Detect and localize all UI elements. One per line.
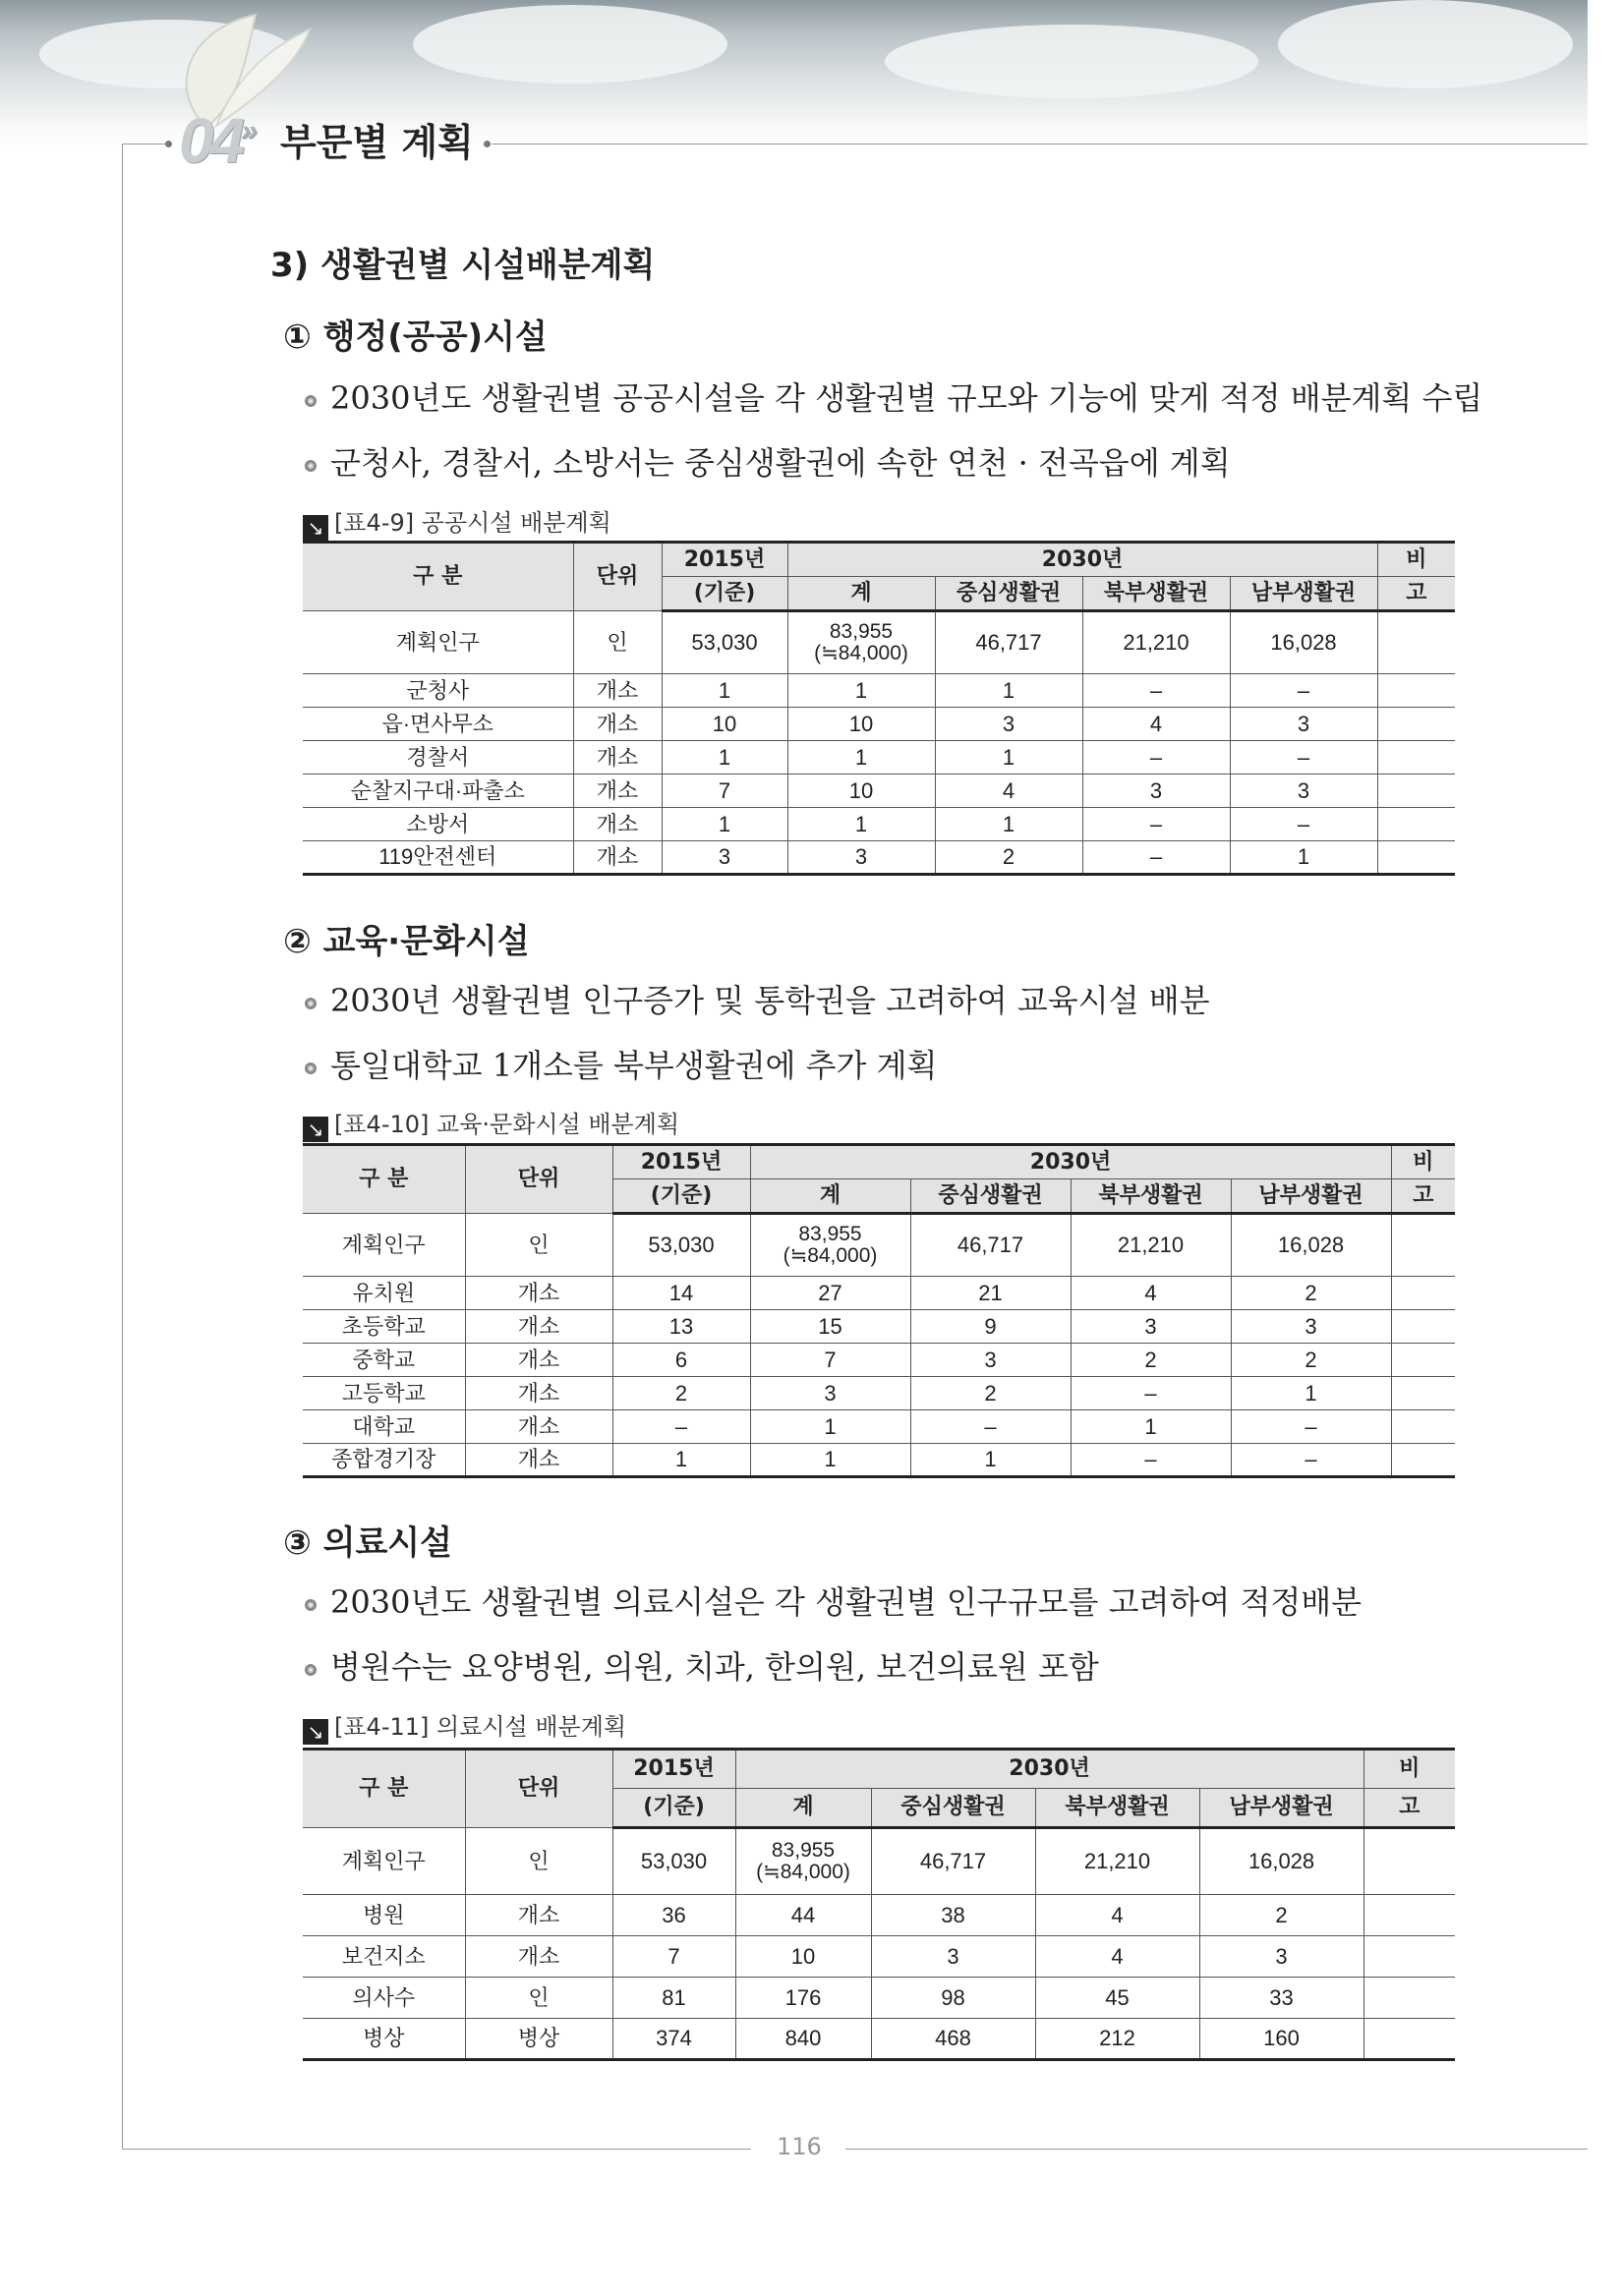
cell-zone-south: 1 (1231, 1377, 1391, 1410)
header-unit: 단위 (465, 1750, 612, 1828)
cell-total: 10 (787, 775, 935, 808)
cell-total: 83,955 (≒84,000) (787, 611, 935, 674)
cell-zone-north: – (1082, 674, 1230, 708)
cell-zone-north: 1 (1071, 1410, 1231, 1444)
subsection-heading: ① 행정(공공)시설 (283, 317, 548, 357)
cell-base: 374 (612, 2019, 735, 2060)
cell-total: 15 (750, 1310, 910, 1344)
cell-note (1363, 1936, 1455, 1978)
cell-total: 1 (750, 1410, 910, 1444)
cell-zone-north: – (1082, 808, 1230, 841)
cell-unit: 개소 (573, 741, 662, 775)
table-row (303, 741, 1455, 775)
cell-base: 7 (612, 1936, 735, 1978)
bullet-item: 2030년 생활권별 인구증가 및 통학권을 고려하여 교육시설 배분 (305, 976, 1210, 1021)
data-table (303, 1748, 1455, 2061)
cell-zone-central: 3 (935, 708, 1082, 741)
cell-zone-south: – (1231, 1410, 1391, 1444)
cloud-shape (1278, 0, 1573, 88)
cell-name: 고등학교 (303, 1377, 465, 1410)
cell-zone-north: 212 (1035, 2019, 1199, 2060)
cell-zone-central: 1 (935, 808, 1082, 841)
cell-note (1377, 775, 1455, 808)
cell-name: 대학교 (303, 1410, 465, 1444)
cell-zone-south: 3 (1230, 775, 1377, 808)
cell-zone-north: 4 (1035, 1936, 1199, 1978)
cell-zone-north: – (1082, 841, 1230, 875)
cell-note (1377, 741, 1455, 775)
cell-unit: 개소 (465, 1377, 612, 1410)
cell-zone-south: 16,028 (1230, 611, 1377, 674)
table-row (303, 1344, 1455, 1377)
cell-total: 1 (750, 1444, 910, 1477)
table-row (303, 1310, 1455, 1344)
header-note: 비 (1391, 1145, 1455, 1179)
bullet-icon (305, 1664, 317, 1676)
bullet-icon (305, 395, 317, 407)
header-zone-north: 북부생활권 (1035, 1789, 1199, 1828)
arrow-icon: ↘ (303, 1719, 328, 1745)
header-note: 고 (1391, 1179, 1455, 1214)
cell-unit: 인 (465, 1978, 612, 2019)
cell-zone-central: 2 (910, 1377, 1071, 1410)
cell-note (1391, 1277, 1455, 1310)
frame-line-bottom-left (122, 2149, 751, 2150)
bullet-icon (305, 1062, 317, 1074)
header-note: 고 (1363, 1789, 1455, 1828)
table-row (303, 1444, 1455, 1477)
cell-zone-north: 4 (1082, 708, 1230, 741)
data-table (303, 541, 1455, 876)
table-row (303, 1214, 1455, 1277)
cell-zone-central: 98 (871, 1978, 1035, 2019)
cell-unit: 개소 (465, 1936, 612, 1978)
cell-note (1363, 1978, 1455, 2019)
cell-zone-central: 21 (910, 1277, 1071, 1310)
cell-zone-south: 16,028 (1199, 1828, 1363, 1895)
cell-base: 53,030 (612, 1828, 735, 1895)
header-base-year: 2015년 (612, 1145, 750, 1179)
table-row (303, 775, 1455, 808)
table-row (303, 1828, 1455, 1895)
table-row (303, 1978, 1455, 2019)
cloud-shape (413, 5, 727, 84)
page-number: 116 (777, 2133, 822, 2160)
header-category: 구 분 (303, 1145, 465, 1214)
table-row (303, 1277, 1455, 1310)
cell-name: 초등학교 (303, 1310, 465, 1344)
cell-unit: 인 (465, 1828, 612, 1895)
cell-unit: 개소 (465, 1344, 612, 1377)
cell-zone-central: – (910, 1410, 1071, 1444)
cell-zone-south: – (1230, 808, 1377, 841)
cell-name: 경찰서 (303, 741, 573, 775)
cell-base: 13 (612, 1310, 750, 1344)
header-zone-central: 중심생활권 (935, 577, 1082, 611)
table-row (303, 611, 1455, 674)
bullet-item: 2030년도 생활권별 의료시설은 각 생활권별 인구규모를 고려하여 적정배분 (305, 1578, 1362, 1623)
cell-unit: 개소 (573, 775, 662, 808)
table-row (303, 1936, 1455, 1978)
cell-zone-south: 16,028 (1231, 1214, 1391, 1277)
cell-name: 읍·면사무소 (303, 708, 573, 741)
header-category: 구 분 (303, 543, 573, 611)
header-target-year: 2030년 (787, 543, 1377, 577)
cell-zone-south: – (1230, 674, 1377, 708)
cell-zone-central: 4 (935, 775, 1082, 808)
cell-unit: 개소 (573, 841, 662, 875)
cell-total: 83,955 (≒84,000) (735, 1828, 871, 1895)
cell-total: 1 (787, 674, 935, 708)
cell-note (1391, 1410, 1455, 1444)
arrow-icon: ↘ (303, 515, 328, 541)
cell-zone-south: 3 (1230, 708, 1377, 741)
cell-zone-central: 46,717 (910, 1214, 1071, 1277)
cell-total: 83,955 (≒84,000) (750, 1214, 910, 1277)
cell-zone-central: 2 (935, 841, 1082, 875)
cell-zone-central: 468 (871, 2019, 1035, 2060)
table-row (303, 1895, 1455, 1936)
header-zone-south: 남부생활권 (1231, 1179, 1391, 1214)
bullet-item: 병원수는 요양병원, 의원, 치과, 한의원, 보건의료원 포함 (305, 1642, 1099, 1688)
table-row (303, 1377, 1455, 1410)
header-target-year: 2030년 (735, 1750, 1363, 1789)
cell-zone-south: 3 (1231, 1310, 1391, 1344)
cell-name: 중학교 (303, 1344, 465, 1377)
cell-zone-central: 1 (910, 1444, 1071, 1477)
cell-base: 2 (612, 1377, 750, 1410)
cell-zone-north: – (1082, 741, 1230, 775)
cell-total: 840 (735, 2019, 871, 2060)
bullet-item: 군청사, 경찰서, 소방서는 중심생활권에 속한 연천 · 전곡읍에 계획 (305, 438, 1231, 484)
cell-name: 119안전센터 (303, 841, 573, 875)
cell-zone-north: 3 (1071, 1310, 1231, 1344)
cell-base: – (612, 1410, 750, 1444)
frame-dot (484, 141, 491, 147)
subsection-heading: ③ 의료시설 (283, 1523, 452, 1563)
frame-line-left (122, 144, 123, 2149)
cell-unit: 개소 (465, 1310, 612, 1344)
table-row (303, 1410, 1455, 1444)
cell-note (1391, 1444, 1455, 1477)
table-caption: ↘ [표4-11] 의료시설 배분계획 (303, 1707, 626, 1745)
cell-unit: 개소 (573, 708, 662, 741)
cell-total: 1 (787, 741, 935, 775)
cell-zone-north: 21,210 (1071, 1214, 1231, 1277)
cell-zone-north: 21,210 (1082, 611, 1230, 674)
header-total: 계 (750, 1179, 910, 1214)
header-base-year: 2015년 (612, 1750, 735, 1789)
cell-note (1377, 841, 1455, 875)
cell-zone-south: 160 (1199, 2019, 1363, 2060)
arrow-icon: ↘ (303, 1117, 328, 1142)
cell-name: 유치원 (303, 1277, 465, 1310)
table-row (303, 708, 1455, 741)
bullet-item: 통일대학교 1개소를 북부생활권에 추가 계획 (305, 1041, 937, 1086)
cell-base: 1 (612, 1444, 750, 1477)
header-zone-south: 남부생활권 (1199, 1789, 1363, 1828)
header-zone-central: 중심생활권 (910, 1179, 1071, 1214)
cell-total: 10 (735, 1936, 871, 1978)
cell-base: 7 (662, 775, 787, 808)
cell-zone-south: 2 (1231, 1277, 1391, 1310)
cell-zone-south: – (1230, 741, 1377, 775)
cell-unit: 개소 (465, 1895, 612, 1936)
header-base-year: 2015년 (662, 543, 787, 577)
header-zone-north: 북부생활권 (1071, 1179, 1231, 1214)
header-category: 구 분 (303, 1750, 465, 1828)
header-total: 계 (735, 1789, 871, 1828)
cell-zone-central: 9 (910, 1310, 1071, 1344)
cell-zone-south: 3 (1199, 1936, 1363, 1978)
cell-zone-central: 1 (935, 674, 1082, 708)
cell-zone-north: – (1071, 1377, 1231, 1410)
cell-name: 계획인구 (303, 1214, 465, 1277)
header-note: 고 (1377, 577, 1455, 611)
cell-zone-north: 4 (1035, 1895, 1199, 1936)
cell-base: 10 (662, 708, 787, 741)
cell-base: 1 (662, 674, 787, 708)
table-caption: ↘ [표4-10] 교육·문화시설 배분계획 (303, 1105, 679, 1142)
cell-unit: 개소 (573, 674, 662, 708)
section-title: 3) 생활권별 시설배분계획 (270, 246, 656, 285)
cell-zone-north: 45 (1035, 1978, 1199, 2019)
cell-zone-central: 38 (871, 1895, 1035, 1936)
cell-base: 81 (612, 1978, 735, 2019)
header-zone-north: 북부생활권 (1082, 577, 1230, 611)
cell-total: 3 (750, 1377, 910, 1410)
cell-note (1363, 2019, 1455, 2060)
header-note: 비 (1363, 1750, 1455, 1789)
cell-note (1377, 808, 1455, 841)
cell-name: 의사수 (303, 1978, 465, 2019)
cell-name: 군청사 (303, 674, 573, 708)
cell-zone-south: 2 (1231, 1344, 1391, 1377)
cell-unit: 병상 (465, 2019, 612, 2060)
table-row (303, 841, 1455, 875)
header-base-note: (기준) (662, 577, 787, 611)
cell-note (1377, 708, 1455, 741)
cell-base: 3 (662, 841, 787, 875)
header-unit: 단위 (465, 1145, 612, 1214)
table-row (303, 808, 1455, 841)
cell-unit: 인 (465, 1214, 612, 1277)
header-note: 비 (1377, 543, 1455, 577)
cell-note (1363, 1828, 1455, 1895)
cell-base: 53,030 (662, 611, 787, 674)
header-base-note: (기준) (612, 1179, 750, 1214)
cell-zone-north: 3 (1082, 775, 1230, 808)
cell-base: 1 (662, 808, 787, 841)
cell-zone-north: 4 (1071, 1277, 1231, 1310)
subsection-heading: ② 교육·문화시설 (283, 922, 530, 961)
cell-name: 종합경기장 (303, 1444, 465, 1477)
cell-total: 10 (787, 708, 935, 741)
cell-name: 계획인구 (303, 611, 573, 674)
cell-base: 14 (612, 1277, 750, 1310)
cell-total: 44 (735, 1895, 871, 1936)
cell-name: 소방서 (303, 808, 573, 841)
table-caption: ↘ [표4-9] 공공시설 배분계획 (303, 503, 611, 541)
cell-zone-central: 3 (871, 1936, 1035, 1978)
bullet-icon (305, 1599, 317, 1611)
cell-zone-central: 46,717 (935, 611, 1082, 674)
header-base-note: (기준) (612, 1789, 735, 1828)
header-zone-south: 남부생활권 (1230, 577, 1377, 611)
bullet-icon (305, 460, 317, 472)
cell-unit: 개소 (465, 1277, 612, 1310)
cell-unit: 인 (573, 611, 662, 674)
cell-total: 3 (787, 841, 935, 875)
cell-base: 36 (612, 1895, 735, 1936)
cell-name: 순찰지구대·파출소 (303, 775, 573, 808)
cell-note (1377, 674, 1455, 708)
header-total: 계 (787, 577, 935, 611)
cell-zone-north: – (1071, 1444, 1231, 1477)
cell-zone-south: 1 (1230, 841, 1377, 875)
header-target-year: 2030년 (750, 1145, 1391, 1179)
table-row (303, 674, 1455, 708)
cell-zone-central: 46,717 (871, 1828, 1035, 1895)
header-unit: 단위 (573, 543, 662, 611)
cell-zone-north: 21,210 (1035, 1828, 1199, 1895)
cell-total: 7 (750, 1344, 910, 1377)
cell-base: 6 (612, 1344, 750, 1377)
cell-name: 병원 (303, 1895, 465, 1936)
cell-total: 27 (750, 1277, 910, 1310)
cell-name: 보건지소 (303, 1936, 465, 1978)
cell-zone-south: 2 (1199, 1895, 1363, 1936)
cell-unit: 개소 (573, 808, 662, 841)
cell-unit: 개소 (465, 1444, 612, 1477)
cell-zone-south: 33 (1199, 1978, 1363, 2019)
cell-total: 176 (735, 1978, 871, 2019)
cell-base: 1 (662, 741, 787, 775)
cell-note (1391, 1344, 1455, 1377)
cell-zone-central: 1 (935, 741, 1082, 775)
data-table (303, 1143, 1455, 1478)
frame-dot (165, 141, 172, 147)
cell-note (1391, 1377, 1455, 1410)
cell-name: 병상 (303, 2019, 465, 2060)
cell-note (1391, 1310, 1455, 1344)
cell-zone-central: 3 (910, 1344, 1071, 1377)
cloud-shape (885, 25, 1258, 98)
table-row (303, 2019, 1455, 2060)
chapter-title: 부문별 계획 (280, 121, 474, 164)
cell-name: 계획인구 (303, 1828, 465, 1895)
header-zone-central: 중심생활권 (871, 1789, 1035, 1828)
bullet-icon (305, 998, 317, 1009)
cell-note (1377, 611, 1455, 674)
frame-line-bottom-right (845, 2149, 1588, 2150)
cell-base: 53,030 (612, 1214, 750, 1277)
cell-note (1391, 1214, 1455, 1277)
cell-unit: 개소 (465, 1410, 612, 1444)
cell-note (1363, 1895, 1455, 1936)
cell-total: 1 (787, 808, 935, 841)
bullet-item: 2030년도 생활권별 공공시설을 각 생활권별 규모와 기능에 맞게 적정 배분계획 수립 (305, 373, 1482, 419)
cell-zone-north: 2 (1071, 1344, 1231, 1377)
chapter-number: 04» (179, 105, 254, 176)
cell-zone-south: – (1231, 1444, 1391, 1477)
